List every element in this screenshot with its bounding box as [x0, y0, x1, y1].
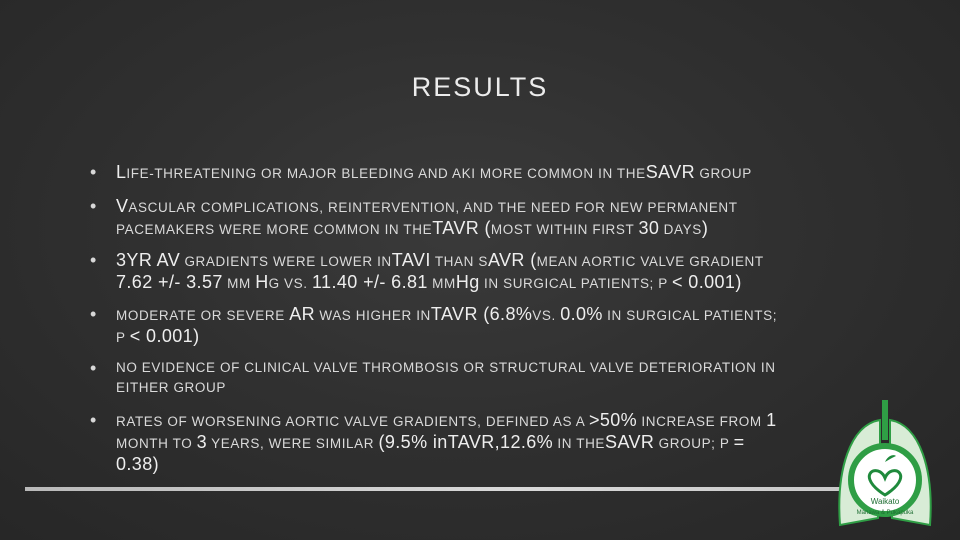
bullet-line	[116, 432, 876, 454]
bullet-text-large: TAVI	[391, 250, 431, 270]
bullet-line	[116, 218, 876, 240]
bullet-dot: •	[90, 250, 97, 270]
bullet-text-large: 7.62 +/- 3.57	[116, 272, 223, 292]
bullet-line	[116, 196, 876, 218]
bullet-line	[116, 410, 876, 432]
bullet-text-small: VS.	[532, 308, 561, 323]
bullet-text-large: L	[116, 162, 127, 182]
bullet-text-small: INCREASE FROM	[637, 414, 767, 429]
bullet-text-large: AVR (	[487, 250, 537, 270]
bullet-text-small: G VS.	[268, 276, 312, 291]
bullet-text-large: TAVR,12.6%	[447, 432, 554, 452]
bullet-text-small: MM	[222, 276, 256, 291]
bullet-text-small: ASCULAR COMPLICATIONS, REINTERVENTION, AND THE NEED FOR NEW PERMANENT	[128, 200, 738, 215]
bullet-dot: •	[90, 358, 97, 378]
bullet-line	[116, 378, 876, 398]
bullet-line	[116, 326, 876, 348]
bullet-text-large: 3	[196, 432, 208, 452]
bullet-text-small: YEARS, WERE SIMILAR	[207, 436, 379, 451]
bullet-text-large: 0.0%	[560, 304, 603, 324]
bullet-text-small: EITHER GROUP	[116, 380, 226, 395]
bullet-text-large: 11.40 +/- 6.81	[311, 272, 428, 292]
bullet-text-large: < 0.001)	[129, 326, 200, 346]
bullet-line	[116, 250, 876, 272]
bullet-text-small: MOST WITHIN FIRST	[490, 222, 639, 237]
bullet-text-small: MM	[427, 276, 456, 291]
bullet-text-large: SAVR	[645, 162, 695, 182]
bullet-text-small: GROUP	[695, 166, 752, 181]
bullet-text-large: )	[701, 218, 709, 238]
bullet-text-small: IN SURGICAL PATIENTS; P	[479, 276, 672, 291]
result-bullet	[90, 162, 876, 184]
bullet-text-small: GROUP; P	[654, 436, 734, 451]
waikato-lung-logo	[830, 400, 940, 540]
bullet-line	[116, 304, 876, 326]
bullet-text-large: TAVR (	[432, 218, 491, 238]
bullet-text-small: MEAN AORTIC VALVE GRADIENT	[536, 254, 764, 269]
bullet-line	[116, 454, 876, 476]
bullet-text-small: MONTH TO	[116, 436, 197, 451]
divider-rule	[25, 487, 840, 491]
bullet-dot: •	[90, 196, 97, 216]
bullet-text-large: =	[733, 432, 745, 452]
bullet-line	[116, 358, 876, 378]
bullet-text-small: NO EVIDENCE OF CLINICAL VALVE THROMBOSIS OR STRUCTURAL VALVE DETERIORATION IN	[116, 360, 776, 375]
bullet-text-large: V	[116, 196, 129, 216]
bullet-text-small: WAS HIGHER IN	[315, 308, 431, 323]
bullet-text-small: GRADIENTS WERE LOWER IN	[180, 254, 392, 269]
bullet-text-small: IN THE	[553, 436, 606, 451]
bullet-text-large: TAVR (6.8%	[430, 304, 533, 324]
bullet-text-small: IN SURGICAL PATIENTS;	[602, 308, 778, 323]
bullet-text-small: IFE-THREATENING OR MAJOR BLEEDING AND AKI MORE COMMON IN THE	[126, 166, 646, 181]
bullet-text-large: Hg	[455, 272, 480, 292]
bullet-text-large: 1	[766, 410, 777, 430]
result-bullet	[90, 196, 876, 240]
bullet-text-large: < 0.001)	[671, 272, 742, 292]
bullet-text-small: RATES OF WORSENING AORTIC VALVE GRADIENTS, DEFINED AS A	[116, 414, 589, 429]
bullet-text-large: (9.5% in	[378, 432, 448, 452]
trachea-shape	[882, 400, 888, 440]
bullet-dot: •	[90, 162, 97, 182]
bullet-text-large: >50%	[588, 410, 638, 430]
result-bullet	[90, 410, 876, 476]
bullet-text-small: PACEMAKERS WERE MORE COMMON IN THE	[116, 222, 433, 237]
result-bullet	[90, 358, 876, 398]
bullet-text-small: DAYS	[659, 222, 702, 237]
logo-text-top: Waikato	[870, 497, 900, 506]
bullet-line	[116, 272, 876, 294]
bullet-text-large: SAVR	[605, 432, 655, 452]
bullet-text-large: AR	[289, 304, 315, 324]
bullet-line	[116, 162, 876, 184]
bullet-text-large: H	[255, 272, 269, 292]
bullet-text-large: 30	[638, 218, 660, 238]
slide-title: RESULTS	[411, 72, 549, 102]
logo-text-bottom: Manawa & Pukapuka	[856, 510, 914, 516]
bullet-text-small: MODERATE OR SEVERE	[116, 308, 290, 323]
bullet-text-large: 0.38)	[116, 454, 160, 474]
result-bullet	[90, 304, 876, 348]
bullet-dot: •	[90, 410, 97, 430]
result-bullet	[90, 250, 876, 294]
bullet-text-small: THAN S	[430, 254, 488, 269]
bullet-text-large: 3YR AV	[116, 250, 181, 270]
bullet-text-small: P	[116, 330, 130, 345]
bullet-dot: •	[90, 304, 97, 324]
